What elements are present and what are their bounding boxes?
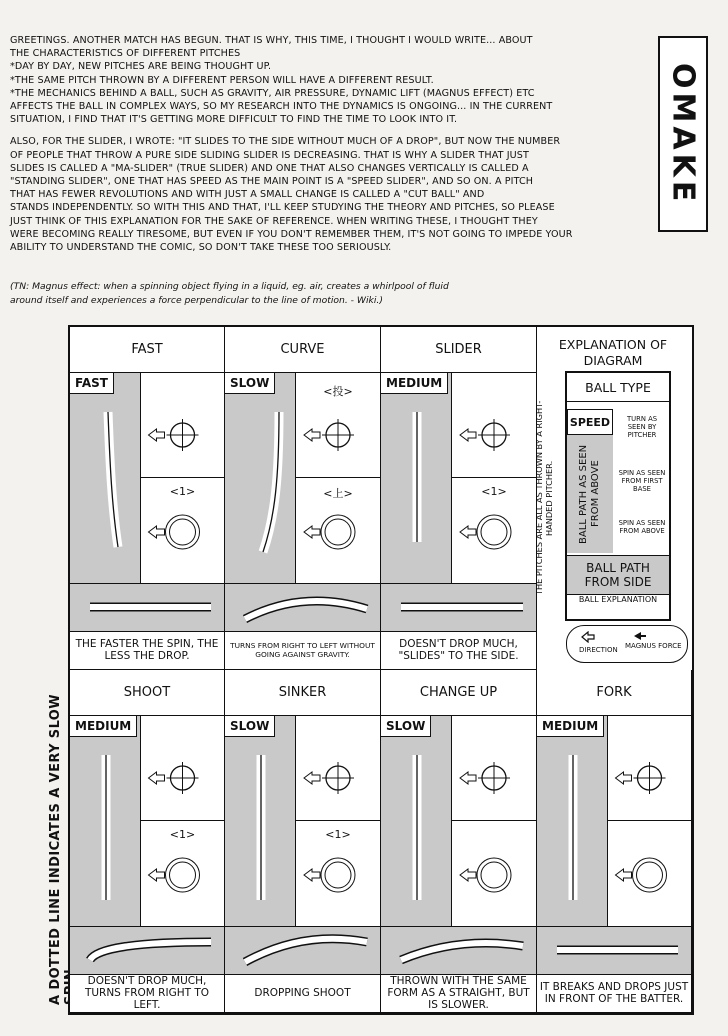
pitch-speed: MEDIUM <box>70 716 137 737</box>
spin-ring-inner <box>323 860 353 890</box>
direction-legend <box>566 625 688 663</box>
pitch-name: FORK <box>537 670 691 716</box>
direction-arrow-icon <box>581 631 595 643</box>
pitch-cell-fast <box>70 327 225 670</box>
spin-ring-inner <box>168 517 198 547</box>
direction-arrow-icon <box>460 429 476 441</box>
spin-ring-inner <box>479 860 509 890</box>
intro-paragraph-1 <box>10 34 690 126</box>
pitch-speed: SLOW <box>381 716 431 737</box>
pitch-drawing <box>70 670 225 1013</box>
legend-seen-first: SPIN AS SEEN FROM FIRST BASE <box>618 469 666 493</box>
intro-line: *DAY BY DAY, NEW PITCHES ARE BEING THOUGHT UP. <box>10 61 272 73</box>
direction-arrow-icon <box>460 526 476 538</box>
pitch-caption: TURNS FROM RIGHT TO LEFT WITHOUT GOING AGAINST GRAVITY. <box>225 632 380 668</box>
intro-line: OF PEOPLE THAT THROW A PURE SIDE SLIDING SLIDER IS DECREASING. THAT IS WHY A SLIDER THAT JUST <box>10 149 529 161</box>
direction-arrow-icon <box>149 429 165 441</box>
magnus-force-label: MAGNUS FORCE <box>625 642 682 650</box>
direction-arrow-icon <box>616 772 632 784</box>
intro-line: THAT HAS FEWER REVOLUTIONS AND WITH JUST A SMALL CHANGE IS CALLED A "CUT BALL" AND <box>10 189 485 201</box>
pitch-drawing <box>70 327 225 670</box>
pitch-caption: THE FASTER THE SPIN, THE LESS THE DROP. <box>70 632 224 668</box>
side-path-line <box>245 939 367 962</box>
pitch-name: SHOOT <box>70 670 224 716</box>
note-line: around itself and experiences a force perpendicular to the line of motion. - Wiki.) <box>10 295 383 306</box>
legend-seen-pitcher: TURN AS SEEN BY PITCHER <box>626 415 658 439</box>
pitch-cell-slider <box>381 327 537 670</box>
intro-line: SITUATION, I FIND THAT IT'S GETTING MORE DIFFICULT TO FIND THE TIME TO LOOK INTO IT. <box>10 114 458 126</box>
side-path-line <box>90 942 211 960</box>
pitch-drawing <box>381 670 537 1013</box>
pitch-caption: DROPPING SHOOT <box>225 975 380 1011</box>
legend-explanation: BALL EXPLANATION <box>578 595 658 604</box>
intro-line: ALSO, FOR THE SLIDER, I WROTE: "IT SLIDES TO THE SIDE WITHOUT MUCH OF A DROP", BUT NOW THE NUMBER <box>10 136 561 148</box>
direction-arrow-icon <box>616 869 632 881</box>
pitch-speed: MEDIUM <box>381 373 448 394</box>
omake-badge <box>658 36 708 232</box>
pitch-caption: DOESN'T DROP MUCH, TURNS FROM RIGHT TO LEFT. <box>70 975 224 1011</box>
direction-arrow-icon <box>460 869 476 881</box>
diagram-legend <box>565 371 671 621</box>
intro-line: SLIDES IS CALLED A "MA-SLIDER" (TRUE SLIDER) AND ONE THAT ALSO CHANGES VERTICALLY IS CALLED A <box>10 162 529 174</box>
magnus-arrow-icon <box>633 631 647 641</box>
spin-ring-inner <box>168 860 198 890</box>
pitch-speed: MEDIUM <box>537 716 604 737</box>
pitch-speed: FAST <box>70 373 114 394</box>
pitch-caption: THROWN WITH THE SAME FORM AS A STRAIGHT, BUT IS SLOWER. <box>381 975 536 1011</box>
pitch-cell-fork <box>537 670 692 1013</box>
direction-arrow-icon <box>304 869 320 881</box>
direction-arrow-icon <box>304 526 320 538</box>
spin-label-bottom: <1> <box>325 828 351 841</box>
spin-ring-inner <box>479 517 509 547</box>
pitch-name: CURVE <box>225 327 380 373</box>
spin-label-bottom: <1> <box>169 485 196 498</box>
pitch-drawing <box>225 327 381 670</box>
legend-speed: SPEED <box>567 409 613 435</box>
spin-label-top: <投> <box>323 385 353 398</box>
pitch-cell-curve <box>225 327 381 670</box>
pitch-name: CHANGE UP <box>381 670 536 716</box>
pitch-name: FAST <box>70 327 224 373</box>
intro-paragraph-2 <box>10 135 690 254</box>
direction-arrow-icon <box>304 429 320 441</box>
spin-ring-inner <box>635 860 665 890</box>
intro-line: *THE MECHANICS BEHIND A BALL, SUCH AS GRAVITY, AIR PRESSURE, DYNAMIC LIFT (MAGNUS EFFECT) ETC <box>10 87 535 99</box>
legend-path-side: BALL PATH FROM SIDE <box>567 555 669 595</box>
intro-line: *THE SAME PITCH THROWN BY A DIFFERENT PERSON WILL HAVE A DIFFERENT RESULT. <box>10 74 434 86</box>
intro-line: "STANDING SLIDER", ONE THAT HAS SPEED AS THE MAIN POINT IS A "SPEED SLIDER", AND SO ON. A PITCH <box>10 176 534 188</box>
pitch-speed: SLOW <box>225 373 275 394</box>
intro-line: JUST THINK OF THIS EXPLANATION FOR THE SAKE OF REFERENCE. WHEN WRITING THESE, I THOUGHT THEY <box>10 215 538 227</box>
intro-line: STANDS INDEPENDENTLY. SO WITH THIS AND THAT, I'LL KEEP STUDYING THE THEORY AND PITCHES, SO PLEASE <box>10 202 555 214</box>
pitch-drawing <box>225 670 381 1013</box>
pitch-name: SLIDER <box>381 327 536 373</box>
pitch-name: SINKER <box>225 670 380 716</box>
side-path-line <box>245 601 367 619</box>
spin-label-bottom: <1> <box>481 485 507 498</box>
direction-arrow-icon <box>149 772 165 784</box>
spin-ring-inner <box>323 517 353 547</box>
pitch-caption: DOESN'T DROP MUCH, "SLIDES" TO THE SIDE. <box>381 632 536 668</box>
right-handed-note <box>534 400 554 596</box>
spin-label-bottom: <上> <box>323 487 353 500</box>
pitch-cell-shoot <box>70 670 225 1013</box>
intro-line: GREETINGS. ANOTHER MATCH HAS BEGUN. THAT IS WHY, THIS TIME, I THOUGHT I WOULD WRITE... ABOUT <box>10 35 533 46</box>
pitch-drawing <box>381 327 537 670</box>
intro-text <box>10 34 690 263</box>
legend-path-above <box>573 435 607 553</box>
legend-seen-above: SPIN AS SEEN FROM ABOVE <box>618 519 666 535</box>
direction-arrow-icon <box>304 772 320 784</box>
direction-arrow-icon <box>460 772 476 784</box>
right-handed-note-text: THE PITCHES ARE ALL AS THROWN BY A RIGHT-HANDED PITCHER. <box>534 400 554 596</box>
pitch-cell-change-up <box>381 670 537 1013</box>
intro-line: ABILITY TO UNDERSTAND THE COMIC, SO DON'T TAKE THESE TOO SERIOUSLY. <box>10 242 392 254</box>
pitch-speed: SLOW <box>225 716 275 737</box>
direction-label: DIRECTION <box>579 646 618 654</box>
path-above-line <box>108 412 118 547</box>
direction-arrow-icon <box>149 526 165 538</box>
intro-line: WERE BECOMING REALLY TIRESOME, BUT EVEN IF YOU DON'T REMEMBER THEM, IT'S NOT GOING TO IMPEDE YOUR <box>10 228 573 240</box>
pitch-cell-sinker <box>225 670 381 1013</box>
spin-label-bottom: <1> <box>169 828 196 841</box>
intro-line: AFFECTS THE BALL IN COMPLEX WAYS, SO MY RESEARCH INTO THE DYNAMICS IS ONGOING... IN THE CURRENT <box>10 101 553 113</box>
pitch-caption: IT BREAKS AND DROPS JUST IN FRONT OF THE BATTER. <box>537 975 691 1011</box>
omake-label: OMAKE <box>665 62 701 206</box>
legend-path-above-text: BALL PATH AS SEEN FROM ABOVE <box>578 444 601 544</box>
dotted-line-note-text: A DOTTED LINE INDICATES A VERY SLOW <box>48 694 63 1005</box>
note-line: (TN: Magnus effect: when a spinning object flying in a liquid, eg. air, creates a whirlpool of fluid <box>10 281 449 292</box>
legend-ball-type: BALL TYPE <box>567 373 669 402</box>
pitch-drawing <box>537 670 692 1013</box>
translator-note <box>10 280 630 308</box>
legend-title: EXPLANATION OF DIAGRAM <box>558 337 668 368</box>
direction-arrow-icon <box>149 869 165 881</box>
intro-line: THE CHARACTERISTICS OF DIFFERENT PITCHES <box>10 48 241 60</box>
